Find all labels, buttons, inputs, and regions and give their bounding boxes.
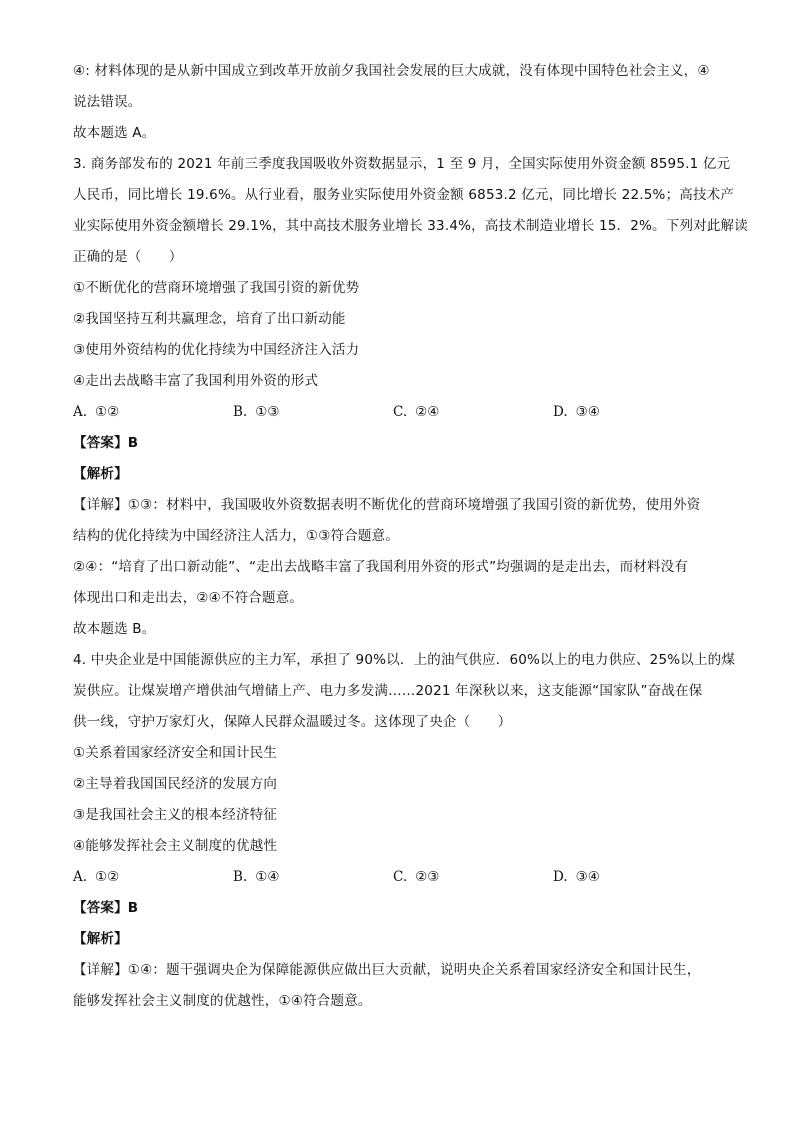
- question-3-statement: ①不断优化的营商环境增强了我国引资的新优势: [73, 280, 360, 296]
- option-b: B. ①③: [233, 404, 280, 420]
- question-4-detail: 【详解】①④：题干强调央企为保障能源供应做出巨大贡献，说明央企关系着国家经济安全和国计民生，: [73, 962, 701, 978]
- question-4-detail: 能够发挥社会主义制度的优越性，①④符合题意。: [73, 993, 372, 1009]
- question-3-detail: ②④：“培育了出口新动能”、“走出去战略丰富了我国利用外资的形式”均强调的是走出去，而材料没有: [73, 559, 689, 575]
- text-line: ④: 材料体现的是从新中国成立到改革开放前夕我国社会发展的巨大成就，没有体现中国特色社会主义，④: [73, 63, 710, 79]
- question-3-stem: 业实际使用外资金额增长 29.1%，其中高技术服务业增长 33.4%，高技术制造业增长 15．2%。下列对此解读: [73, 218, 748, 234]
- question-3-stem: 人民币，同比增长 19.6%。从行业看，服务业实际使用外资金额 6853.2 亿元，同比增长 22.5%；高技术产: [73, 187, 735, 203]
- option-b: B. ①④: [233, 869, 280, 885]
- question-3-detail: 结构的优化持续为中国经济注人活力，①③符合题意。: [73, 528, 400, 544]
- option-c: C. ②④: [393, 404, 440, 420]
- question-3-stem: 3. 商务部发布的 2021 年前三季度我国吸收外资数据显示，1 至 9 月，全国实际使用外资金额 8595.1 亿元: [73, 156, 731, 172]
- question-3-statement: ③使用外资结构的优化持续为中国经济注入活力: [73, 342, 360, 358]
- question-4-answer: 【答案】B: [73, 900, 139, 916]
- question-4-analysis-label: 【解析】: [73, 931, 128, 947]
- question-3-detail: 【详解】①③：材料中，我国吸收外资数据表明不断优化的营商环境增强了我国引资的新优势，使用外资: [73, 497, 701, 513]
- option-a: A. ①②: [73, 869, 120, 885]
- question-3-options: [73, 397, 733, 428]
- question-3-detail: 体现出口和走出去，②④不符合题意。: [73, 590, 304, 606]
- question-4-options: [73, 862, 733, 893]
- text-line: 故本题选 A。: [73, 125, 156, 141]
- question-4-stem: 4. 中央企业是中国能源供应的主力军，承担了 90%以．上的油气供应．60%以上的电力供应、25%以上的煤: [73, 652, 736, 668]
- option-d: D. ③④: [553, 404, 600, 420]
- question-3-detail: 故本题选 B。: [73, 621, 156, 637]
- question-3-answer: 【答案】B: [73, 435, 139, 451]
- option-c: C. ②③: [393, 869, 440, 885]
- question-3-statement: ④走出去战略丰富了我国利用外资的形式: [73, 373, 319, 389]
- question-4-statement: ③是我国社会主义的根本经济特征: [73, 807, 278, 823]
- document-page: [73, 56, 748, 1017]
- question-4-stem: 炭供应。让煤炭增产增供油气增储上产、电力多发满……2021 年深秋以来，这支能源“国家队”奋战在保: [73, 683, 703, 699]
- question-3-statement: ②我国坚持互利共赢理念，培育了出口新动能: [73, 311, 346, 327]
- question-4-statement: ④能够发挥社会主义制度的优越性: [73, 838, 278, 854]
- text-line: 说法错误。: [73, 94, 142, 110]
- question-4-stem: 供一线，守护万家灯火，保障人民群众温暖过冬。这体现了央企（ ）: [73, 714, 512, 730]
- option-d: D. ③④: [553, 869, 600, 885]
- question-4-statement: ②主导着我国国民经济的发展方向: [73, 776, 278, 792]
- question-4-statement: ①关系着国家经济安全和国计民生: [73, 745, 278, 761]
- option-a: A. ①②: [73, 404, 120, 420]
- question-3-analysis-label: 【解析】: [73, 466, 128, 482]
- question-3-stem: 正确的是（ ）: [73, 249, 183, 265]
